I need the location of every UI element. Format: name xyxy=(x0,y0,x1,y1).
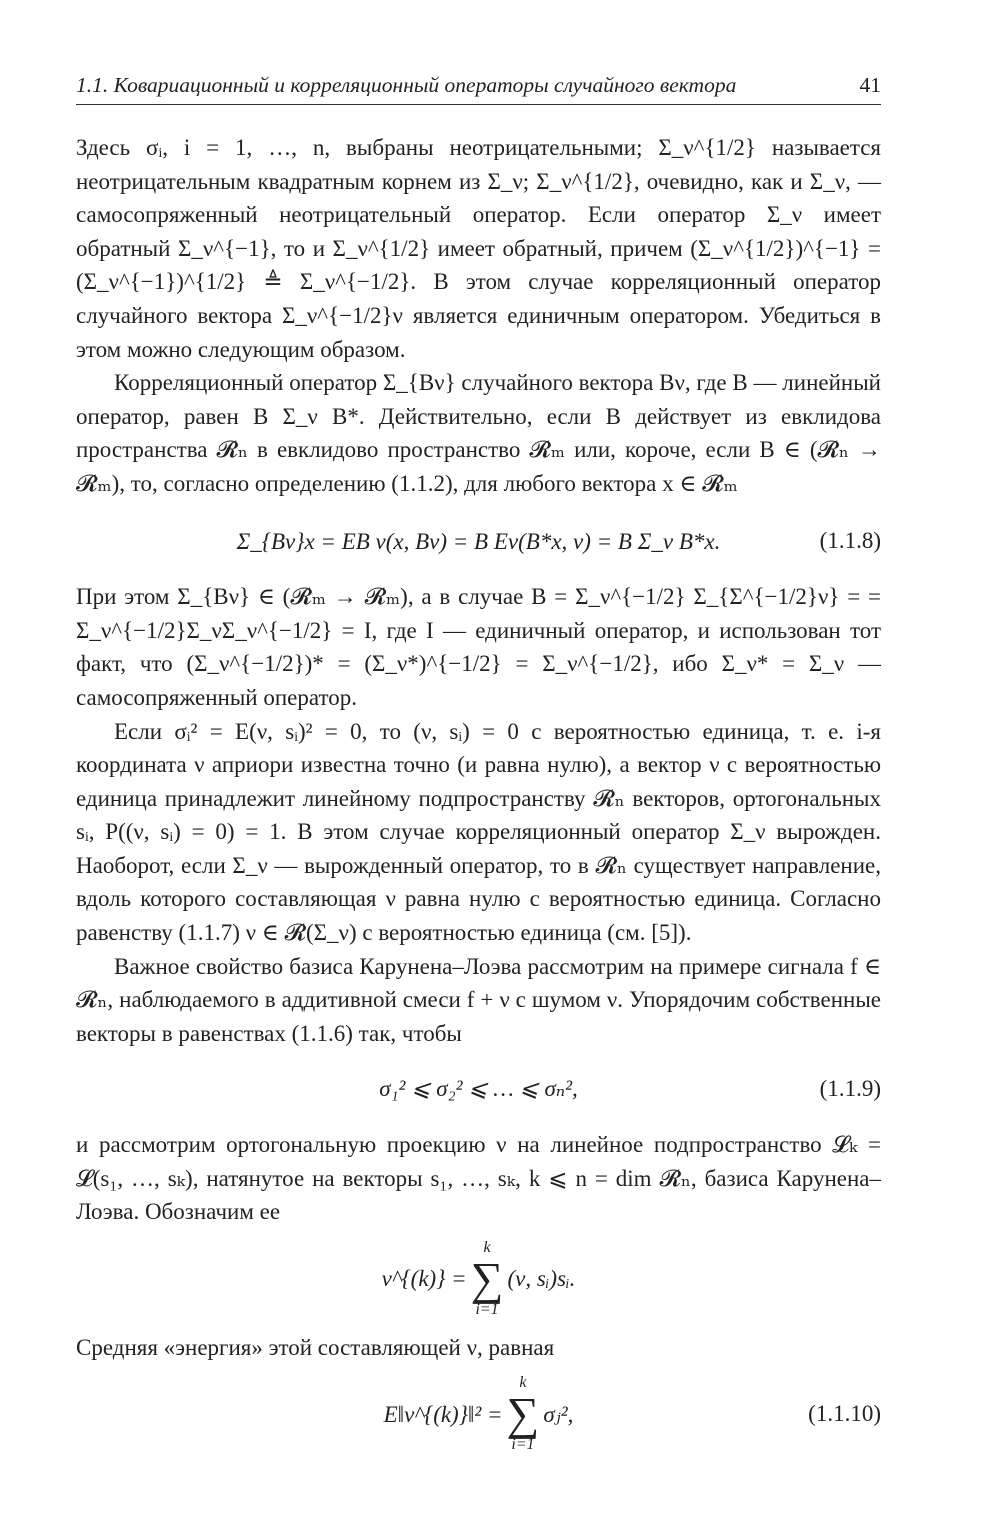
equation-1-1-10-rhs: σⱼ², xyxy=(543,1401,574,1427)
summation-sign xyxy=(471,1239,504,1319)
sigma-sum-icon: ∑ xyxy=(506,1388,540,1440)
summation-lower-limit: i=1 xyxy=(511,1436,535,1454)
equation-1-1-8-body: Σ_{Bν}x = EB ν(x, Bν) = B Eν(B*x, ν) = B Σ_ν B*x. xyxy=(236,528,721,554)
sigma-sum-icon: ∑ xyxy=(470,1252,504,1304)
equation-1-1-9 xyxy=(76,1072,881,1106)
running-header xyxy=(76,70,881,105)
equation-nu-k-lhs: ν^{(k)} = xyxy=(381,1266,467,1292)
paragraph-6: и рассмотрим ортогональную проекцию ν на линейное подпространство 𝓛ₖ = 𝓛(s₁, …, sₖ), натянутое на векторы s₁, …, sₖ, k ⩽ n = dim 𝓡ₙ, базиса Карунена–Лоэва. Обозначим ее xyxy=(76,1132,881,1225)
equation-1-1-9-tag: (1.1.9) xyxy=(819,1076,881,1102)
summation-sign xyxy=(507,1374,540,1454)
paragraph-5: Важное свойство базиса Карунена–Лоэва рассмотрим на примере сигнала f ∈ 𝓡ₙ, наблюдаемого в аддитивной смеси f + ν с шумом ν. Упорядочим собственные векторы в равенствах (1.1.6) так, чтобы xyxy=(76,953,881,1046)
paragraph-4: Если σᵢ² = E(ν, sᵢ)² = 0, то (ν, sᵢ) = 0 с вероятностью единица, т. е. i-я координата ν априори известна точно (и равна нулю), а вектор ν с вероятностью единица принадлежит линейному подпространству 𝓡ₙ векторов, ортогональных sᵢ, P((ν, sᵢ) = 0) = 1. В этом случае корреляционный оператор Σ_ν вырожден. Наоборот, если Σ_ν — вырожденный оператор, то в 𝓡ₙ существует направление, вдоль которого составляющая ν равна нулю с вероятностью единица. Согласно равенству (1.1.7) ν ∈ 𝓡(Σ_ν) с вероятностью единица (см. [5]). xyxy=(76,718,881,946)
summation-lower-limit: i=1 xyxy=(475,1300,499,1318)
equation-1-1-8 xyxy=(76,525,881,559)
equation-1-1-10 xyxy=(76,1374,881,1454)
equation-nu-k-rhs: (ν, sᵢ)sᵢ. xyxy=(507,1266,576,1292)
equation-1-1-10-tag: (1.1.10) xyxy=(808,1401,881,1427)
paragraph-3: При этом Σ_{Bν} ∈ (𝓡ₘ → 𝓡ₘ), а в случае B = Σ_ν^{−1/2} Σ_{Σ^{−1/2}ν} = = Σ_ν^{−1/2}Σ_νΣ_ν^{−1/2} = I, где I — единичный оператор, и использован тот факт, что (Σ_ν^{−1/2})* = (Σ_ν*)^{−1/2} = Σ_ν^{−1/2}, ибо Σ_ν* = Σ_ν — самосопряженный оператор. xyxy=(76,584,881,710)
equation-nu-k xyxy=(76,1239,881,1319)
paragraph-2: Корреляционный оператор Σ_{Bν} случайного вектора Bν, где B — линейный оператор, равен B Σ_ν B*. Действительно, если B действует из евклидова пространства 𝓡ₙ в евклидово пространство 𝓡ₘ или, короче, если B ∈ (𝓡ₙ → 𝓡ₘ), то, согласно определению (1.1.2), для любого вектора x ∈ 𝓡ₘ xyxy=(76,370,881,496)
equation-1-1-8-tag: (1.1.8) xyxy=(819,528,881,554)
paragraph-7: Средняя «энергия» этой составляющей ν, равная xyxy=(76,1334,555,1360)
summation-upper-limit: k xyxy=(519,1374,527,1392)
page-number: 41 xyxy=(859,73,881,97)
summation-upper-limit: k xyxy=(483,1238,491,1256)
text-body xyxy=(76,131,881,1454)
equation-1-1-10-lhs: E‖ν^{(k)}‖² = xyxy=(383,1401,503,1427)
paragraph-1: Здесь σᵢ, i = 1, …, n, выбраны неотрицательными; Σ_ν^{1/2} называется неотрицательным квадратным корнем из Σ_ν; Σ_ν^{1/2}, очевидно, как и Σ_ν, — самосопряженный неотрицательный оператор. Если оператор Σ_ν имеет обратный Σ_ν^{−1}, то и Σ_ν^{1/2} имеет обратный, причем (Σ_ν^{1/2})^{−1} = (Σ_ν^{−1})^{1/2} ≜ Σ_ν^{−1/2}. В этом случае корреляционный оператор случайного вектора Σ_ν^{−1/2}ν является единичным оператором. Убедиться в этом можно следующим образом. xyxy=(76,135,881,362)
equation-1-1-9-body: σ₁² ⩽ σ₂² ⩽ … ⩽ σₙ², xyxy=(379,1076,578,1102)
header-title: 1.1. Ковариационный и корреляционный операторы случайного вектора xyxy=(76,73,737,97)
page xyxy=(76,70,881,1454)
